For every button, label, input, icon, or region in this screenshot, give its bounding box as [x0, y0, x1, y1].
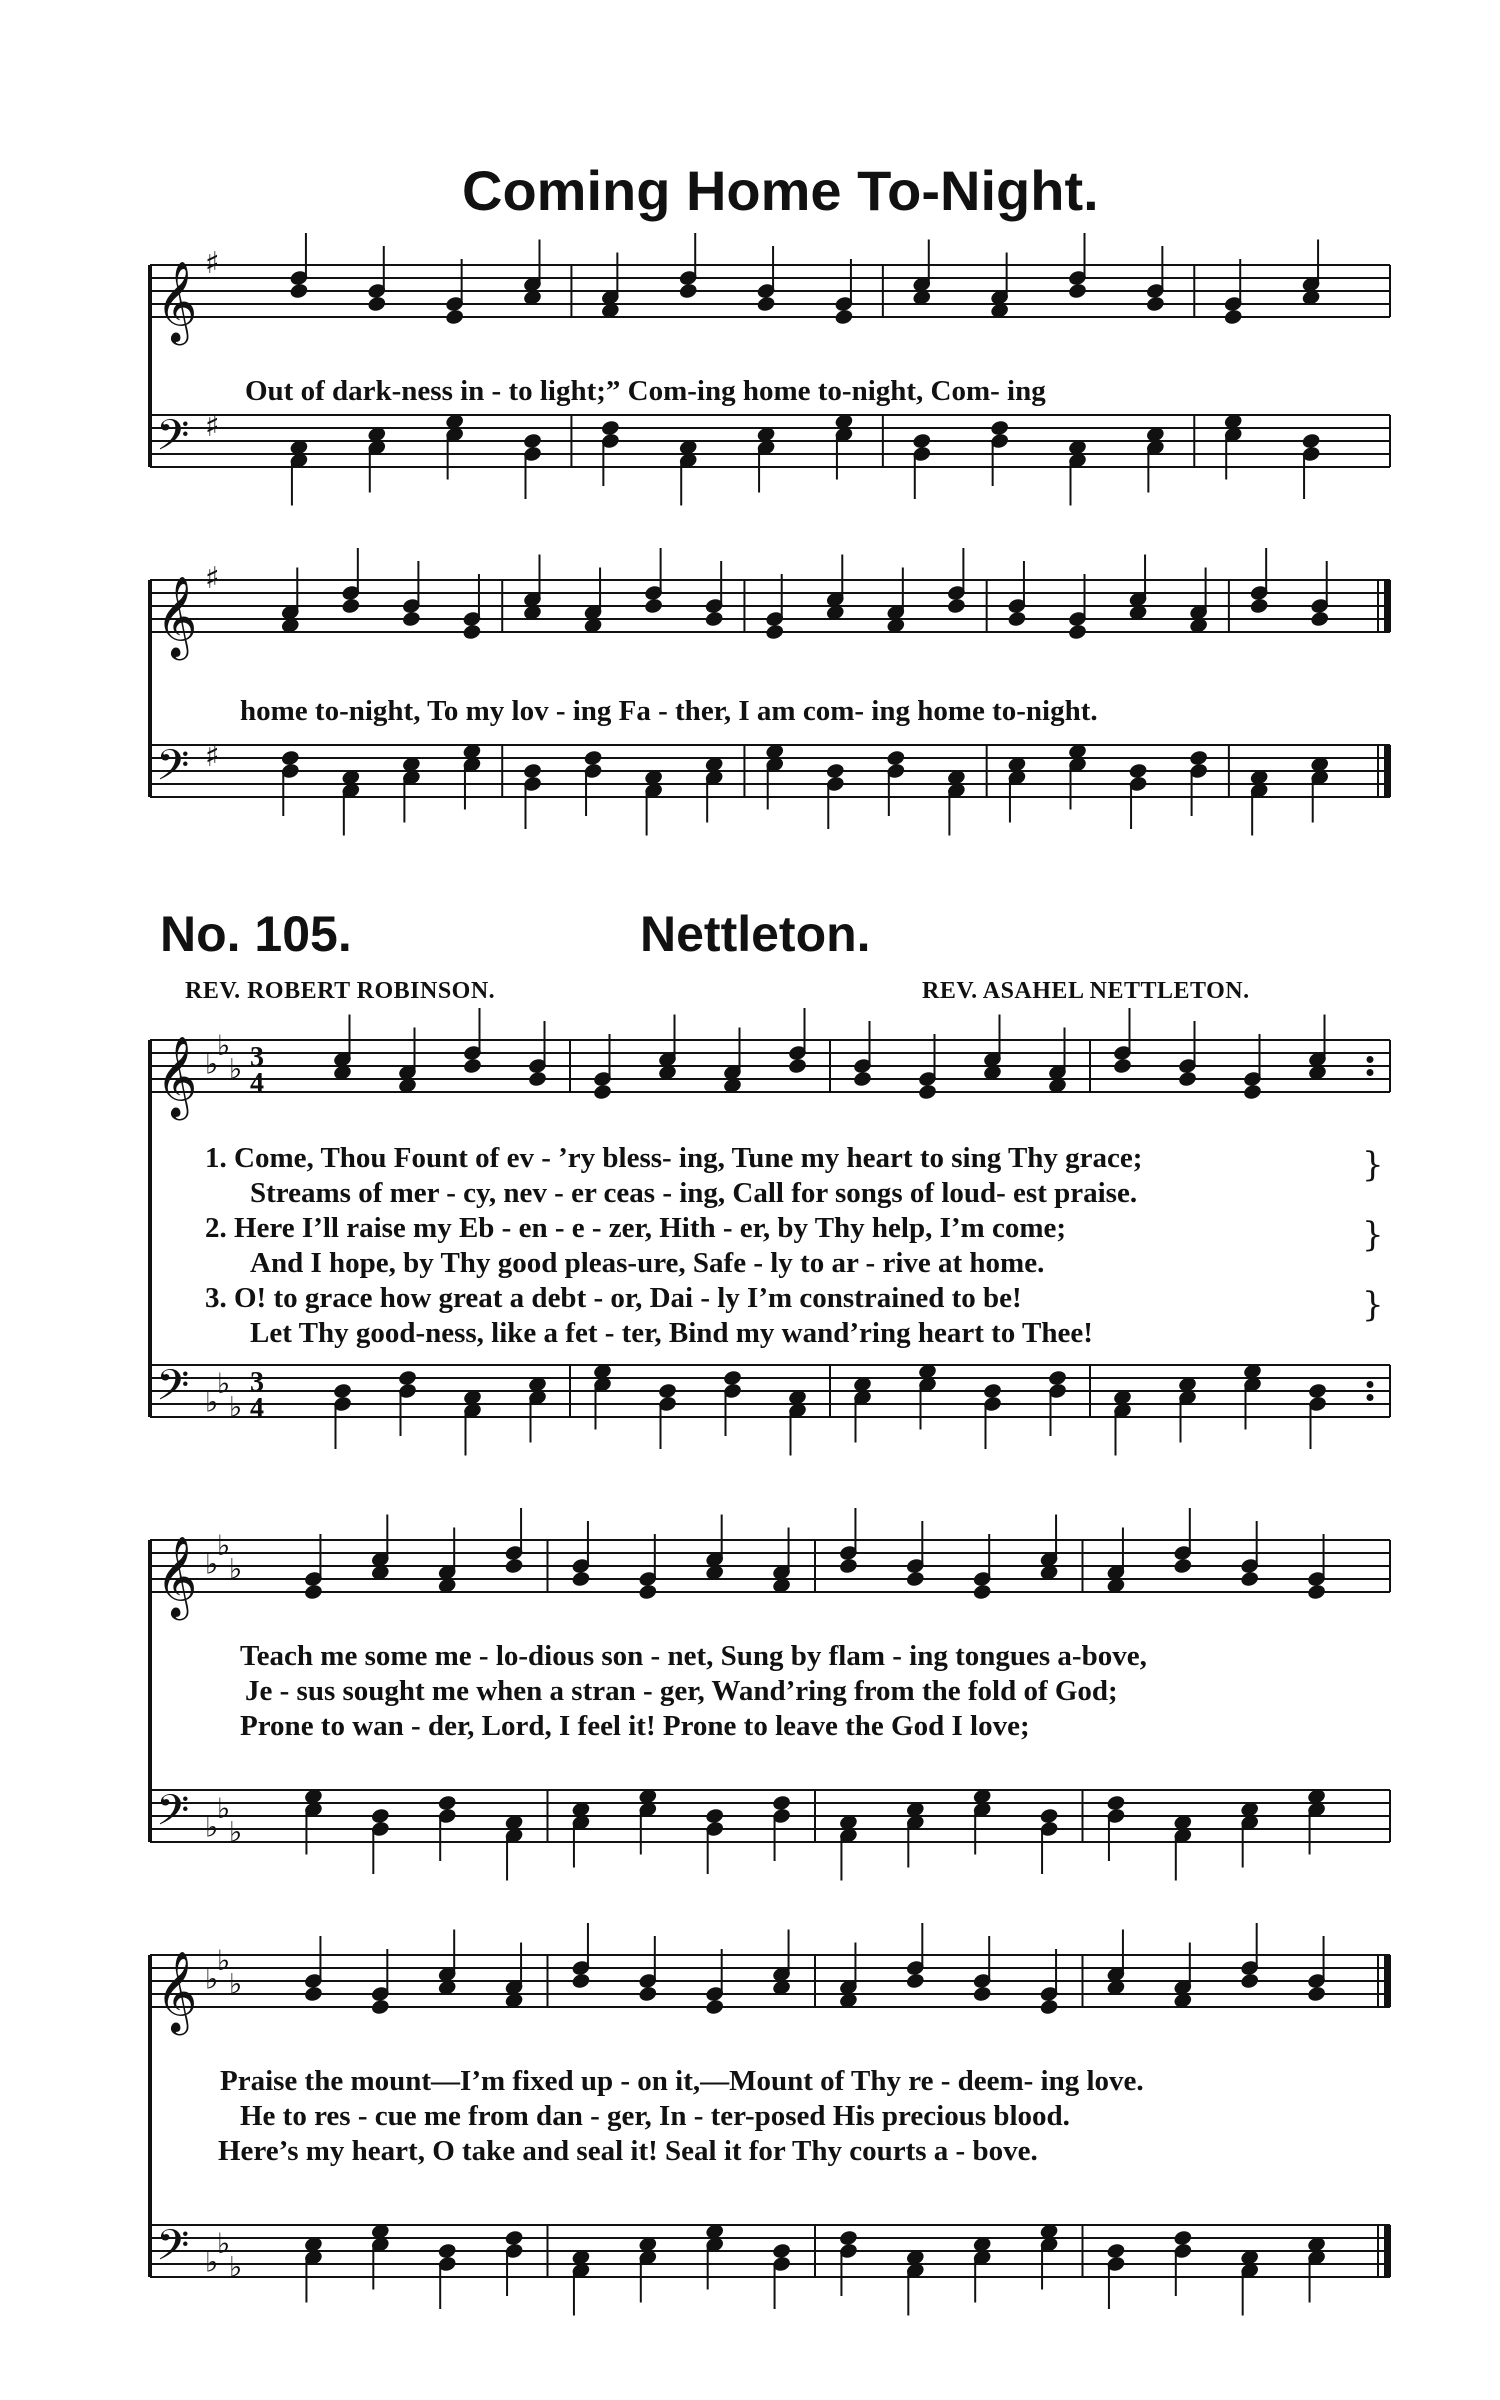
svg-text:♭: ♭: [205, 2245, 219, 2279]
music-system: [150, 1935, 1390, 2335]
svg-text:♭: ♭: [229, 1815, 243, 1849]
svg-text:𝄢: 𝄢: [156, 741, 190, 801]
words-credit: REV. ROBERT ROBINSON.: [185, 978, 496, 1004]
lyric-line: Prone to wan - der, Lord, I feel it! Prone to leave the God I love;: [240, 1710, 1030, 1742]
svg-text:3: 3: [250, 1042, 264, 1073]
hymn-title-coming-home: Coming Home To-Night.: [462, 159, 1099, 222]
svg-text:♯: ♯: [205, 245, 220, 281]
music-credit: REV. ASAHEL NETTLETON.: [922, 978, 1250, 1004]
svg-text:♭: ♭: [217, 1029, 231, 1063]
svg-text:♭: ♭: [217, 1529, 231, 1563]
svg-text:♭: ♭: [217, 1367, 231, 1401]
svg-text:𝄞: 𝄞: [156, 575, 198, 657]
svg-text:♯: ♯: [205, 738, 220, 774]
svg-text:♭: ♭: [229, 1552, 243, 1586]
svg-text:𝄞: 𝄞: [156, 260, 198, 342]
svg-text:♭: ♭: [217, 1944, 231, 1978]
svg-text:♭: ♭: [205, 1547, 219, 1581]
svg-text:♭: ♭: [229, 2250, 243, 2284]
hymn-tune-title: Nettleton.: [640, 906, 871, 962]
svg-text:4: 4: [250, 1068, 264, 1099]
music-system: [150, 245, 1390, 535]
svg-text:𝄞: 𝄞: [156, 1035, 198, 1117]
svg-text:♭: ♭: [217, 2227, 231, 2261]
svg-text:♭: ♭: [229, 1967, 243, 2001]
svg-text:4: 4: [250, 1393, 264, 1424]
lyric-line: And I hope, by Thy good pleas-ure, Safe - ly to ar - rive at home.: [250, 1247, 1045, 1279]
svg-text:♭: ♭: [229, 1390, 243, 1424]
lyric-line: Praise the mount—I’m fixed up - on it,—Mount of Thy re - deem- ing love.: [220, 2065, 1144, 2097]
verse-brace: }: [1362, 1145, 1384, 1185]
music-system: [150, 1515, 1390, 1905]
svg-text:♭: ♭: [205, 1047, 219, 1081]
lyric-line: Je - sus sought me when a stran - ger, Wand’ring from the fold of God;: [245, 1675, 1118, 1707]
lyric-line: Streams of mer - cy, nev - er ceas - ing, Call for songs of loud- est praise.: [250, 1177, 1138, 1209]
lyric-line: home to-night, To my lov - ing Fa - ther, I am com- ing home to-night.: [240, 695, 1098, 727]
lyric-line: Let Thy good-ness, like a fet - ter, Bind my wand’ring heart to Thee!: [250, 1317, 1093, 1349]
lyric-line: 1. Come, Thou Fount of ev - ’ry bless- ing, Tune my heart to sing Thy grace;: [205, 1142, 1143, 1174]
music-system: [150, 560, 1390, 870]
hymn-number: No. 105.: [160, 906, 352, 962]
svg-text:3: 3: [250, 1367, 264, 1398]
svg-text:♭: ♭: [229, 1052, 243, 1086]
svg-text:♭: ♭: [217, 1792, 231, 1826]
lyric-line: Out of dark-ness in - to light;” Com-ing home to-night, Com- ing: [245, 375, 1046, 407]
svg-text:♯: ♯: [205, 408, 220, 444]
lyric-line: He to res - cue me from dan - ger, In - ter-posed His precious blood.: [240, 2100, 1070, 2132]
svg-text:𝄢: 𝄢: [156, 2221, 190, 2281]
lyric-line: 3. O! to grace how great a debt - or, Dai - ly I’m constrained to be!: [205, 1282, 1022, 1314]
svg-text:𝄢: 𝄢: [156, 1786, 190, 1846]
lyric-line: Teach me some me - lo-dious son - net, Sung by flam - ing tongues a-bove,: [240, 1640, 1147, 1672]
svg-text:♭: ♭: [205, 1810, 219, 1844]
svg-text:𝄞: 𝄞: [156, 1950, 198, 2032]
svg-text:𝄢: 𝄢: [156, 411, 190, 471]
svg-text:𝄢: 𝄢: [156, 1361, 190, 1421]
music-system: [150, 1020, 1390, 1490]
svg-text:♯: ♯: [205, 560, 220, 596]
lyric-line: Here’s my heart, O take and seal it! Seal it for Thy courts a - bove.: [218, 2135, 1038, 2167]
svg-text:♭: ♭: [205, 1385, 219, 1419]
verse-brace: }: [1362, 1285, 1384, 1325]
svg-text:♭: ♭: [205, 1962, 219, 1996]
svg-text:𝄞: 𝄞: [156, 1535, 198, 1617]
lyric-line: 2. Here I’ll raise my Eb - en - e - zer, Hith - er, by Thy help, I’m come;: [205, 1212, 1067, 1244]
verse-brace: }: [1362, 1215, 1384, 1255]
